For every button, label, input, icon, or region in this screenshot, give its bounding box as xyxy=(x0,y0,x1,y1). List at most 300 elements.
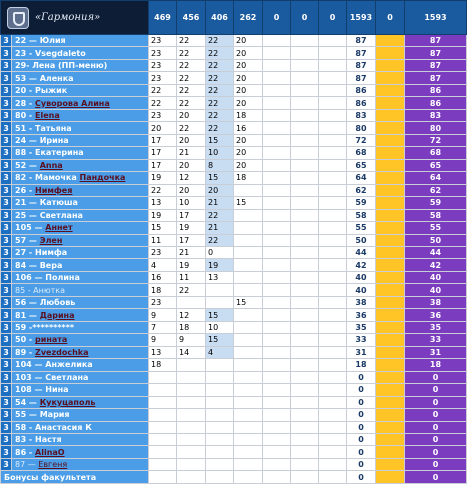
total-cell: 65 xyxy=(347,159,376,171)
score-cell xyxy=(234,334,263,346)
score-cell xyxy=(206,421,234,433)
score-cell xyxy=(177,446,206,458)
course-number: 3 xyxy=(1,209,12,221)
score-cell: 15 xyxy=(234,197,263,209)
final-score-cell: 87 xyxy=(405,35,467,47)
empty-cell xyxy=(319,222,347,234)
student-name-text: 23 - Vsegdaleto xyxy=(15,48,86,58)
score-cell: 23 xyxy=(149,109,177,121)
empty-cell xyxy=(263,84,291,96)
score-cell xyxy=(206,434,234,446)
score-cell xyxy=(149,396,177,408)
logo-text: «Гармония» xyxy=(35,12,101,23)
student-name xyxy=(12,97,149,109)
course-number: 3 xyxy=(1,147,12,159)
score-cell xyxy=(206,371,234,383)
student-name-text: 103 — Светлана xyxy=(15,372,89,382)
table-row xyxy=(1,346,467,358)
final-score-cell: 64 xyxy=(405,172,467,184)
final-score-cell: 72 xyxy=(405,134,467,146)
table-row xyxy=(1,321,467,333)
student-name-text: 55 — Мария xyxy=(15,410,70,420)
final-score-cell: 0 xyxy=(405,384,467,396)
column-header: 0 xyxy=(263,1,291,35)
empty-cell xyxy=(319,134,347,146)
student-name xyxy=(12,446,149,458)
bonus-cell xyxy=(376,122,405,134)
total-cell: 0 xyxy=(347,434,376,446)
course-number: 3 xyxy=(1,446,12,458)
column-header: 262 xyxy=(234,1,263,35)
course-number: 3 xyxy=(1,458,12,470)
score-cell xyxy=(206,446,234,458)
score-cell xyxy=(234,259,263,271)
total-cell: 86 xyxy=(347,97,376,109)
student-name-text: 52 — xyxy=(15,160,40,170)
score-cell: 22 xyxy=(206,72,234,84)
empty-cell xyxy=(291,59,319,71)
total-cell: 18 xyxy=(347,359,376,371)
table-row xyxy=(1,172,467,184)
empty-cell xyxy=(319,234,347,246)
student-name xyxy=(12,109,149,121)
bonus-label: Бонусы факультета xyxy=(1,471,149,483)
empty-cell xyxy=(291,259,319,271)
empty-cell xyxy=(263,321,291,333)
student-name-text: 81 — xyxy=(15,310,40,320)
course-number: 3 xyxy=(1,122,12,134)
score-cell: 13 xyxy=(149,346,177,358)
score-cell: 8 xyxy=(206,159,234,171)
student-nick-link[interactable]: Пандочка xyxy=(79,173,126,183)
bonus-total: 0 xyxy=(347,471,376,483)
score-cell: 22 xyxy=(206,122,234,134)
course-number: 3 xyxy=(1,434,12,446)
table-row xyxy=(1,59,467,71)
bonus-cell xyxy=(376,234,405,246)
table-row xyxy=(1,446,467,458)
score-cell xyxy=(206,296,234,308)
final-score-cell: 35 xyxy=(405,321,467,333)
final-score-cell: 36 xyxy=(405,309,467,321)
total-cell: 86 xyxy=(347,84,376,96)
student-name-text: 58 - Анастасия К xyxy=(15,422,92,432)
empty-cell xyxy=(319,109,347,121)
bonus-cell xyxy=(376,471,405,483)
student-name xyxy=(12,172,149,184)
student-name xyxy=(12,346,149,358)
empty-cell xyxy=(291,122,319,134)
empty-cell xyxy=(263,47,291,59)
score-cell xyxy=(206,384,234,396)
empty-cell xyxy=(291,35,319,47)
table-row xyxy=(1,284,467,296)
empty-cell xyxy=(291,222,319,234)
course-number: 3 xyxy=(1,197,12,209)
course-number: 3 xyxy=(1,309,12,321)
empty-cell xyxy=(291,471,319,483)
bonus-cell xyxy=(376,309,405,321)
student-name xyxy=(12,396,149,408)
student-name-text: 25 — Светлана xyxy=(15,210,83,220)
score-cell: 17 xyxy=(149,159,177,171)
final-score-cell: 68 xyxy=(405,147,467,159)
empty-cell xyxy=(319,159,347,171)
final-score-cell: 0 xyxy=(405,434,467,446)
empty-cell xyxy=(319,321,347,333)
empty-cell xyxy=(319,246,347,258)
score-cell: 18 xyxy=(234,172,263,184)
score-cell xyxy=(206,458,234,470)
empty-cell xyxy=(319,35,347,47)
final-score-cell: 0 xyxy=(405,409,467,421)
table-row xyxy=(1,409,467,421)
table-row xyxy=(1,234,467,246)
student-name-text: 80 - xyxy=(15,111,36,121)
bonus-cell xyxy=(376,222,405,234)
score-cell xyxy=(234,222,263,234)
bonus-cell xyxy=(376,421,405,433)
course-number: 3 xyxy=(1,396,12,408)
table-row xyxy=(1,109,467,121)
course-number: 3 xyxy=(1,159,12,171)
score-cell xyxy=(234,446,263,458)
column-header: 1593 xyxy=(347,1,376,35)
empty-cell xyxy=(319,59,347,71)
bonus-cell xyxy=(376,284,405,296)
student-name-text: 104 — Анжелика xyxy=(15,360,93,370)
final-score-cell: 0 xyxy=(405,458,467,470)
total-cell: 72 xyxy=(347,134,376,146)
final-score-cell: 62 xyxy=(405,184,467,196)
student-name xyxy=(12,159,149,171)
score-cell: 13 xyxy=(206,271,234,283)
score-cell: 22 xyxy=(206,234,234,246)
bonus-cell xyxy=(376,321,405,333)
total-cell: 80 xyxy=(347,122,376,134)
empty-cell xyxy=(206,471,234,483)
score-cell: 18 xyxy=(177,321,206,333)
final-score-cell: 87 xyxy=(405,72,467,84)
table-row xyxy=(1,371,467,383)
total-cell: 42 xyxy=(347,259,376,271)
final-score-cell: 58 xyxy=(405,209,467,221)
total-cell: 59 xyxy=(347,197,376,209)
score-cell: 20 xyxy=(177,134,206,146)
student-name xyxy=(12,284,149,296)
course-number: 3 xyxy=(1,84,12,96)
student-nick-link[interactable]: Суворова Алина xyxy=(35,98,110,108)
table-row xyxy=(1,47,467,59)
empty-cell xyxy=(263,172,291,184)
empty-cell xyxy=(263,97,291,109)
total-cell: 40 xyxy=(347,284,376,296)
score-cell xyxy=(177,409,206,421)
student-nick-link[interactable]: AlinaO xyxy=(35,447,65,457)
bonus-cell xyxy=(376,209,405,221)
student-name-text: 26 - xyxy=(15,185,36,195)
course-number: 3 xyxy=(1,172,12,184)
course-number: 3 xyxy=(1,359,12,371)
score-cell: 19 xyxy=(206,259,234,271)
total-cell: 44 xyxy=(347,246,376,258)
score-cell: 23 xyxy=(149,246,177,258)
empty-cell xyxy=(291,172,319,184)
student-nick-link[interactable]: Anna xyxy=(39,160,63,170)
score-cell: 23 xyxy=(149,47,177,59)
bonus-cell xyxy=(376,184,405,196)
score-cell: 15 xyxy=(149,222,177,234)
score-cell: 21 xyxy=(177,246,206,258)
empty-cell xyxy=(291,84,319,96)
student-name-text: 54 — xyxy=(15,397,40,407)
course-number: 3 xyxy=(1,246,12,258)
student-name-text: 105 — xyxy=(15,223,46,233)
total-cell: 0 xyxy=(347,458,376,470)
course-number: 3 xyxy=(1,234,12,246)
student-nick-link[interactable]: Кукуцаполь xyxy=(39,397,96,407)
empty-cell xyxy=(291,134,319,146)
score-cell: 20 xyxy=(177,109,206,121)
empty-cell xyxy=(319,471,347,483)
column-header: 0 xyxy=(376,1,405,35)
student-name xyxy=(12,334,149,346)
empty-cell xyxy=(263,134,291,146)
student-name xyxy=(12,122,149,134)
table-row xyxy=(1,434,467,446)
empty-cell xyxy=(263,109,291,121)
empty-cell xyxy=(319,296,347,308)
final-score-cell: 0 xyxy=(405,371,467,383)
student-nick-link[interactable]: Евгеня xyxy=(38,460,68,470)
total-cell: 0 xyxy=(347,384,376,396)
empty-cell xyxy=(291,271,319,283)
student-name xyxy=(12,409,149,421)
empty-cell xyxy=(263,35,291,47)
total-cell: 0 xyxy=(347,396,376,408)
empty-cell xyxy=(263,59,291,71)
empty-cell xyxy=(263,359,291,371)
empty-cell xyxy=(263,471,291,483)
score-cell: 22 xyxy=(149,84,177,96)
table-row xyxy=(1,271,467,283)
course-number: 3 xyxy=(1,371,12,383)
final-score-cell: 50 xyxy=(405,234,467,246)
student-nick-link[interactable]: Аннет xyxy=(45,223,73,233)
table-row xyxy=(1,458,467,470)
empty-cell xyxy=(263,271,291,283)
score-cell xyxy=(206,396,234,408)
header-row xyxy=(1,1,467,35)
course-number: 3 xyxy=(1,271,12,283)
empty-cell xyxy=(263,458,291,470)
score-cell: 18 xyxy=(149,359,177,371)
score-cell: 19 xyxy=(149,209,177,221)
score-cell xyxy=(234,371,263,383)
course-number: 3 xyxy=(1,97,12,109)
table-row xyxy=(1,396,467,408)
empty-cell xyxy=(263,409,291,421)
course-number: 3 xyxy=(1,321,12,333)
empty-cell xyxy=(263,371,291,383)
empty-cell xyxy=(319,147,347,159)
empty-cell xyxy=(319,122,347,134)
student-name-text: 59 -********** xyxy=(15,323,75,333)
final-score-cell: 86 xyxy=(405,97,467,109)
bonus-cell xyxy=(376,409,405,421)
empty-cell xyxy=(319,172,347,184)
score-cell xyxy=(234,284,263,296)
empty-cell xyxy=(291,109,319,121)
bonus-cell xyxy=(376,259,405,271)
empty-cell xyxy=(263,446,291,458)
score-cell: 23 xyxy=(149,59,177,71)
final-score-cell: 0 xyxy=(405,421,467,433)
course-number: 3 xyxy=(1,72,12,84)
student-name xyxy=(12,371,149,383)
student-nick-link[interactable]: Elena xyxy=(35,111,60,121)
score-cell: 20 xyxy=(234,134,263,146)
score-cell: 23 xyxy=(149,72,177,84)
student-name-text: 24 — Ирина xyxy=(15,135,69,145)
total-cell: 87 xyxy=(347,47,376,59)
student-name-text: 86 - xyxy=(15,447,36,457)
total-cell: 0 xyxy=(347,371,376,383)
empty-cell xyxy=(319,458,347,470)
empty-cell xyxy=(263,309,291,321)
student-name-text: 50 - xyxy=(15,335,36,345)
student-name xyxy=(12,134,149,146)
bonus-cell xyxy=(376,396,405,408)
empty-cell xyxy=(263,434,291,446)
bonus-row xyxy=(1,471,467,483)
table-row xyxy=(1,246,467,258)
score-cell xyxy=(234,184,263,196)
empty-cell xyxy=(291,321,319,333)
empty-cell xyxy=(263,184,291,196)
table-row xyxy=(1,384,467,396)
student-name-text: 56 — Любовь xyxy=(15,298,76,308)
student-nick-link[interactable]: Zvezdochka xyxy=(35,347,89,357)
total-cell: 55 xyxy=(347,222,376,234)
student-name xyxy=(12,421,149,433)
column-header: 1593 xyxy=(405,1,467,35)
score-cell xyxy=(234,421,263,433)
score-cell xyxy=(234,234,263,246)
empty-cell xyxy=(291,47,319,59)
score-cell: 20 xyxy=(234,72,263,84)
table-row xyxy=(1,184,467,196)
score-cell: 22 xyxy=(177,47,206,59)
total-cell: 0 xyxy=(347,446,376,458)
empty-cell xyxy=(291,446,319,458)
empty-cell xyxy=(319,97,347,109)
student-name xyxy=(12,47,149,59)
table-row xyxy=(1,259,467,271)
empty-cell xyxy=(291,434,319,446)
score-cell: 10 xyxy=(206,321,234,333)
score-cell: 22 xyxy=(177,122,206,134)
score-cell: 20 xyxy=(234,35,263,47)
score-cell: 4 xyxy=(149,259,177,271)
empty-cell xyxy=(291,246,319,258)
score-cell: 22 xyxy=(206,47,234,59)
final-score-cell: 18 xyxy=(405,359,467,371)
student-nick-link[interactable]: Нимфея xyxy=(35,185,73,195)
score-cell: 12 xyxy=(177,309,206,321)
empty-cell xyxy=(263,209,291,221)
student-nick-link[interactable]: рината xyxy=(35,335,68,345)
final-score-cell: 0 xyxy=(405,446,467,458)
column-header: 0 xyxy=(319,1,347,35)
bonus-cell xyxy=(376,246,405,258)
empty-cell xyxy=(291,346,319,358)
table-row xyxy=(1,359,467,371)
empty-cell xyxy=(319,184,347,196)
empty-cell xyxy=(319,197,347,209)
bonus-cell xyxy=(376,446,405,458)
total-cell: 40 xyxy=(347,271,376,283)
empty-cell xyxy=(263,246,291,258)
crest-icon xyxy=(7,7,29,29)
score-cell: 7 xyxy=(149,321,177,333)
empty-cell xyxy=(319,47,347,59)
bonus-cell xyxy=(376,172,405,184)
score-cell: 20 xyxy=(234,97,263,109)
student-nick-link[interactable]: Элен xyxy=(39,235,63,245)
table-row xyxy=(1,72,467,84)
empty-cell xyxy=(149,471,177,483)
total-cell: 62 xyxy=(347,184,376,196)
student-name-text: 57 — xyxy=(15,235,40,245)
score-cell: 15 xyxy=(206,334,234,346)
table-row xyxy=(1,197,467,209)
column-header: 456 xyxy=(177,1,206,35)
bonus-cell xyxy=(376,84,405,96)
final-score-cell: 40 xyxy=(405,284,467,296)
total-cell: 68 xyxy=(347,147,376,159)
empty-cell xyxy=(291,209,319,221)
student-nick-link[interactable]: Дарина xyxy=(39,310,75,320)
score-cell: 20 xyxy=(234,159,263,171)
empty-cell xyxy=(291,309,319,321)
table-row xyxy=(1,159,467,171)
student-name-text: 84 — Вера xyxy=(15,260,63,270)
final-score-cell: 59 xyxy=(405,197,467,209)
empty-cell xyxy=(263,234,291,246)
score-cell xyxy=(234,409,263,421)
empty-cell xyxy=(319,359,347,371)
empty-cell xyxy=(263,72,291,84)
empty-cell xyxy=(319,371,347,383)
bonus-cell xyxy=(376,59,405,71)
student-name-text: 20 - Рыжик xyxy=(15,86,68,96)
empty-cell xyxy=(319,259,347,271)
student-name xyxy=(12,296,149,308)
bonus-cell xyxy=(376,35,405,47)
score-cell xyxy=(206,284,234,296)
student-name xyxy=(12,246,149,258)
empty-cell xyxy=(319,334,347,346)
score-cell: 22 xyxy=(177,97,206,109)
final-score-cell: 55 xyxy=(405,222,467,234)
score-cell xyxy=(149,371,177,383)
total-cell: 38 xyxy=(347,296,376,308)
empty-cell xyxy=(319,446,347,458)
student-name xyxy=(12,59,149,71)
total-cell: 33 xyxy=(347,334,376,346)
table-row xyxy=(1,35,467,47)
